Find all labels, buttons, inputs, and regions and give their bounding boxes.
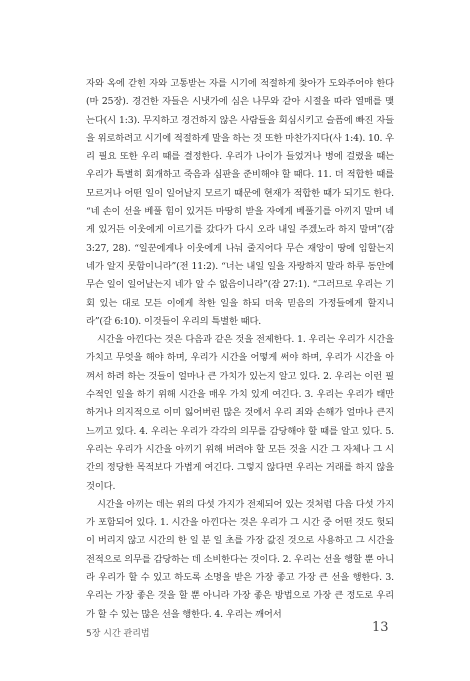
paragraph-1: 자와 옥에 갇힌 자와 고통받는 자를 시기에 적절하게 찾아가 도와주어야 한다(마 25장). 경건한 자들은 시냇가에 심은 나무와 같아 시절을 따라 열매를 맺는다(시 1:3). 무지하고 경건하지 않은 사람들을 회심시키고 슬픔에 빠진 자들을 위로하려고 시기에 적절하게 말을 하는 것 또한 마찬가지다(사 1:4). 10. 우리 필요 또한 우리 때를 결정한다. 우리가 나이가 들었거나 병에 걸렸을 때는 우리가 특별히 회개하고 죽음과 심판을 준비해야 할 때다. 11. 더 적합한 때를 모르거나 어떤 일이 일어날지 모르기 때문에 현재가 적합한 때가 되기도 한다. “네 손이 선을 베풀 힘이 있거든 마땅히 받을 자에게 베풀기를 아끼지 말며 네게 있거든 이웃에게 이르기를 갔다가 다시 오라 내일 주겠노라 하지 말며”(잠 3:27, 28). “일꾼에게나 이웃에게 나눠 줄지어다 무슨 재앙이 땅에 임할는지 네가 알지 못함이니라”(전 11:2). “너는 내일 일을 자랑하지 말라 하루 동안에 무슨 일이 일어날는지 네가 알 수 없음이니라”(잠 27:1). “그러므로 우리는 기회 있는 대로 모든 이에게 착한 일을 하되 더욱 믿음의 가정들에게 할지니라”(갈 6:10). 이것들이 우리의 특별한 때다. bbox=[86, 78, 394, 327]
paragraph-2: 시간을 아낀다는 것은 다음과 같은 것을 전제한다. 1. 우리는 우리가 시간을 가치고 무엇을 해야 하며, 우리가 시간을 어떻게 써야 하며, 우리가 시간을 아껴서 하려 하는 것들이 얼마나 큰 가치가 있는지 알고 있다. 2. 우리는 이런 필수적인 일을 하기 위해 시간을 매우 가치 있게 여긴다. 3. 우리는 우리가 태만하거나 의지적으로 이미 잃어버린 많은 것에서 우리 죄와 손해가 얼마나 큰지 느끼고 있다. 4. 우리는 우리가 각각의 의무를 감당해야 할 때를 알고 있다. 5. 우리는 우리가 시간을 아끼기 위해 버려야 할 모든 것을 시간 그 자체나 그 시간의 정당한 목적보다 가볍게 여긴다. 그렇지 않다면 우리는 거래를 하지 않을 것이다. bbox=[86, 334, 394, 492]
body-text bbox=[86, 75, 394, 624]
paragraph-3: 시간을 아끼는 데는 위의 다섯 가지가 전제되어 있는 것처럼 다음 다섯 가지가 포함되어 있다. 1. 시간을 아낀다는 것은 우리가 그 시간 중 어떤 것도 헛되이 버리지 않고 시간의 한 일 분 일 초를 가장 값진 것으로 사용하고 그 시간을 전적으로 의무를 감당하는 데 소비한다는 것이다. 2. 우리는 선을 행할 뿐 아니라 우리가 할 수 있고 하도록 소명을 받은 가장 좋고 가장 큰 선을 행한다. 3. 우리는 가장 좋은 것을 할 뿐 아니라 가장 좋은 방법으로 가장 큰 정도로 우리가 할 수 있는 많은 선을 행한다. 4. 우리는 깨어서 bbox=[86, 498, 394, 620]
running-footer-section: 5장 시간 관리법 bbox=[86, 629, 150, 639]
page-number: 13 bbox=[372, 620, 389, 635]
